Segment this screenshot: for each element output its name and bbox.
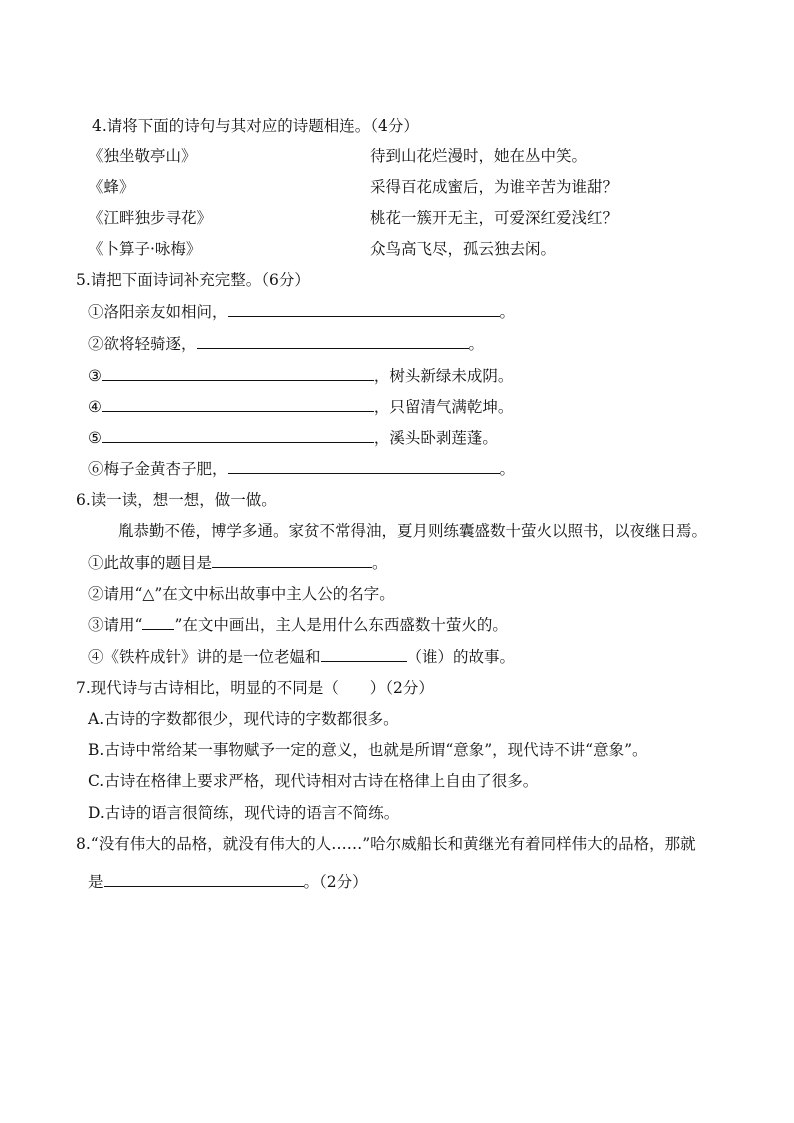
- q7-option-a: A.古诗的字数都很少，现代诗的字数都很多。: [88, 710, 399, 728]
- poem-line-4: 众鸟高飞尽，孤云独去闲。: [370, 240, 557, 258]
- q8-line-2: [88, 872, 368, 892]
- answer-blank[interactable]: [228, 302, 500, 317]
- q7-option-d: D.古诗的语言很简练，现代诗的语言不简练。: [88, 804, 400, 822]
- q6-title: 6.读一读，想一想，做一做。: [76, 491, 277, 509]
- q6-sub-1-end: 。: [372, 554, 388, 572]
- q5-item-1-text: ①洛阳亲友如相问，: [88, 303, 228, 321]
- q4-title: 4.请将下面的诗句与其对应的诗题相连。（4分）: [92, 117, 419, 135]
- poem-line-2: 采得百花成蜜后，为谁辛苦为谁甜？: [370, 178, 619, 196]
- q5-item-6-end: 。: [499, 460, 516, 478]
- answer-blank[interactable]: [102, 428, 374, 443]
- poem-title-3: 《江畔独步寻花》: [88, 209, 213, 227]
- q5-item-4-text: ，只留清气满乾坤。: [373, 398, 514, 416]
- answer-blank[interactable]: [321, 647, 407, 662]
- q6-sub-3-end: ”在文中画出，主人是用什么东西盛数十萤火的。: [174, 616, 508, 634]
- q5-item-2-end: 。: [468, 335, 485, 353]
- q5-item-5: [88, 428, 498, 448]
- q6-sub-4-text: ④《铁杵成针》讲的是一位老媪和: [88, 648, 321, 666]
- q5-item-5-num: ⑤: [88, 429, 102, 447]
- answer-blank[interactable]: [228, 459, 500, 474]
- q5-title: 5.请把下面诗词补充完整。（6分）: [76, 271, 310, 289]
- q5-item-6: [88, 459, 515, 479]
- q6-sub-2: ②请用“△”在文中标出故事中主人公的名字。: [88, 585, 395, 603]
- q7-option-c: C.古诗在格律上要求严格，现代诗相对古诗在格律上自由了很多。: [88, 772, 539, 790]
- q5-item-1: [88, 302, 515, 322]
- q5-item-4: [88, 397, 513, 417]
- answer-blank[interactable]: [104, 872, 304, 887]
- q5-item-6-text: ⑥梅子金黄杏子肥，: [88, 460, 228, 478]
- q6-sub-3: [88, 615, 508, 635]
- q5-item-3: [88, 366, 513, 386]
- q5-item-5-text: ，溪头卧剥莲蓬。: [373, 429, 498, 447]
- q5-item-3-text: ，树头新绿未成阴。: [373, 367, 514, 385]
- q8-line-2-text: 是: [88, 873, 104, 891]
- q6-sub-4: [88, 647, 515, 667]
- answer-blank[interactable]: [197, 334, 469, 349]
- poem-line-1: 待到山花烂漫时，她在丛中笑。: [370, 147, 588, 165]
- poem-line-3: 桃花一簇开无主，可爱深红爱浅红？: [370, 209, 619, 227]
- q8-line-1: 8.“没有伟大的品格，就没有伟大的人……”哈尔威船长和黄继光有着同样伟大的品格，那就: [76, 835, 696, 853]
- q6-sub-4-end: （谁）的故事。: [406, 648, 516, 666]
- q5-item-2-text: ②欲将轻骑逐，: [88, 335, 197, 353]
- q5-item-4-num: ④: [88, 398, 102, 416]
- answer-blank[interactable]: [102, 366, 374, 381]
- q7-title: 7.现代诗与古诗相比，明显的不同是（ ）（2分）: [76, 679, 434, 697]
- q6-sub-1-text: ①此故事的题目是: [88, 554, 213, 572]
- answer-blank[interactable]: [102, 397, 374, 412]
- q5-item-3-num: ③: [88, 367, 102, 385]
- q6-sub-3-text: ③请用“: [88, 616, 143, 634]
- poem-title-1: 《独坐敬亭山》: [88, 147, 197, 165]
- answer-blank[interactable]: [212, 553, 372, 568]
- poem-title-2: 《蜂》: [88, 178, 135, 196]
- underline-sample: [142, 615, 174, 630]
- q8-line-2-end: 。（2分）: [303, 873, 368, 891]
- q7-option-b: B.古诗中常给某一事物赋予一定的意义，也就是所谓“意象”，现代诗不讲“意象”。: [88, 741, 648, 759]
- q5-item-2: [88, 334, 484, 354]
- q5-item-1-end: 。: [499, 303, 516, 321]
- q6-sub-1: [88, 553, 388, 573]
- poem-title-4: 《卜算子·咏梅》: [88, 240, 202, 258]
- q6-passage: 胤恭勤不倦，博学多通。家贫不常得油，夏月则练囊盛数十萤火以照书，以夜继日焉。: [118, 522, 708, 540]
